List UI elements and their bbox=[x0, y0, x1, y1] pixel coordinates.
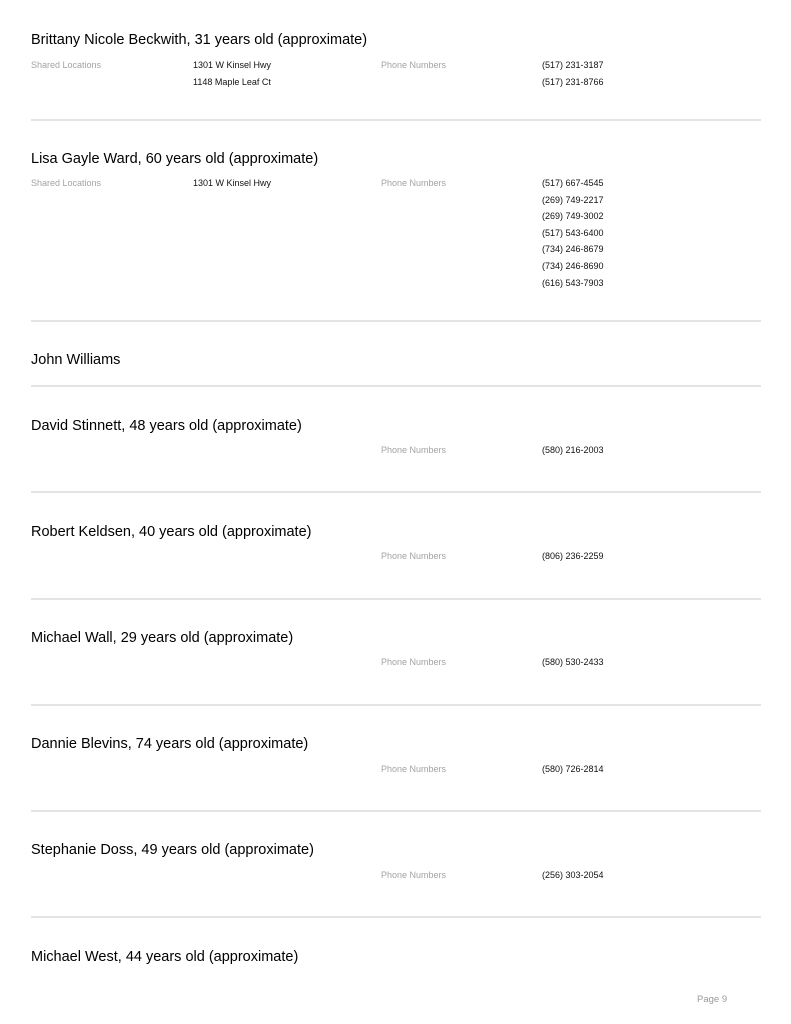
phone-number: (580) 530-2433 bbox=[542, 657, 604, 667]
phone-number: (616) 543-7903 bbox=[542, 277, 604, 288]
phone-number: (517) 231-3187 bbox=[542, 60, 604, 70]
phone-numbers-list bbox=[542, 763, 604, 780]
phone-numbers-label: Phone Numbers bbox=[381, 445, 447, 455]
record-divider bbox=[31, 491, 761, 493]
location-item: 1148 Maple Leaf Ct bbox=[193, 76, 271, 87]
shared-locations-label: Shared Locations bbox=[31, 60, 102, 70]
phone-number: (517) 543-6400 bbox=[542, 227, 604, 238]
record-divider bbox=[31, 320, 761, 322]
record-divider bbox=[31, 704, 761, 706]
phone-number: (269) 749-3002 bbox=[542, 211, 604, 222]
phone-number: (580) 726-2814 bbox=[542, 764, 604, 774]
phone-numbers-label: Phone Numbers bbox=[381, 764, 447, 774]
phone-numbers-list bbox=[542, 656, 604, 673]
phone-numbers-list bbox=[542, 550, 604, 567]
phone-number: (269) 749-2217 bbox=[542, 194, 604, 205]
phone-numbers-list bbox=[542, 177, 604, 293]
person-name: Stephanie Doss, 49 years old (approximate) bbox=[31, 842, 314, 858]
phone-number: (806) 236-2259 bbox=[542, 551, 604, 561]
shared-locations-label: Shared Locations bbox=[31, 178, 102, 188]
record-divider bbox=[31, 916, 761, 918]
phone-numbers-list bbox=[542, 444, 604, 461]
location-item: 1301 W Kinsel Hwy bbox=[193, 60, 272, 70]
phone-numbers-label: Phone Numbers bbox=[381, 60, 447, 70]
person-name: Michael Wall, 29 years old (approximate) bbox=[31, 630, 294, 646]
phone-numbers-list bbox=[542, 869, 604, 886]
person-name: Lisa Gayle Ward, 60 years old (approximate) bbox=[31, 151, 319, 167]
person-name: Robert Keldsen, 40 years old (approximate) bbox=[31, 524, 312, 540]
person-name: John Williams bbox=[31, 352, 121, 368]
record-divider bbox=[31, 810, 761, 812]
phone-numbers-list bbox=[542, 59, 604, 92]
location-item: 1301 W Kinsel Hwy bbox=[193, 178, 272, 188]
person-name: Brittany Nicole Beckwith, 31 years old (approximate) bbox=[31, 32, 368, 48]
phone-numbers-label: Phone Numbers bbox=[381, 551, 447, 561]
person-name: David Stinnett, 48 years old (approximate) bbox=[31, 418, 302, 434]
phone-number: (580) 216-2003 bbox=[542, 445, 604, 455]
shared-locations-list bbox=[193, 177, 271, 194]
person-name: Dannie Blevins, 74 years old (approximate) bbox=[31, 736, 309, 752]
phone-numbers-label: Phone Numbers bbox=[381, 657, 447, 667]
phone-number: (517) 231-8766 bbox=[542, 76, 604, 87]
phone-numbers-label: Phone Numbers bbox=[381, 870, 447, 880]
record-divider bbox=[31, 385, 761, 387]
phone-number: (256) 303-2054 bbox=[542, 870, 604, 880]
phone-number: (517) 667-4545 bbox=[542, 178, 604, 188]
record-divider bbox=[31, 598, 761, 600]
shared-locations-list bbox=[193, 59, 271, 92]
phone-number: (734) 246-8679 bbox=[542, 244, 604, 255]
person-name: Michael West, 44 years old (approximate) bbox=[31, 949, 299, 965]
phone-numbers-label: Phone Numbers bbox=[381, 178, 447, 188]
record-divider bbox=[31, 119, 761, 121]
page-number: Page 9 bbox=[697, 994, 728, 1005]
phone-number: (734) 246-8690 bbox=[542, 260, 604, 271]
